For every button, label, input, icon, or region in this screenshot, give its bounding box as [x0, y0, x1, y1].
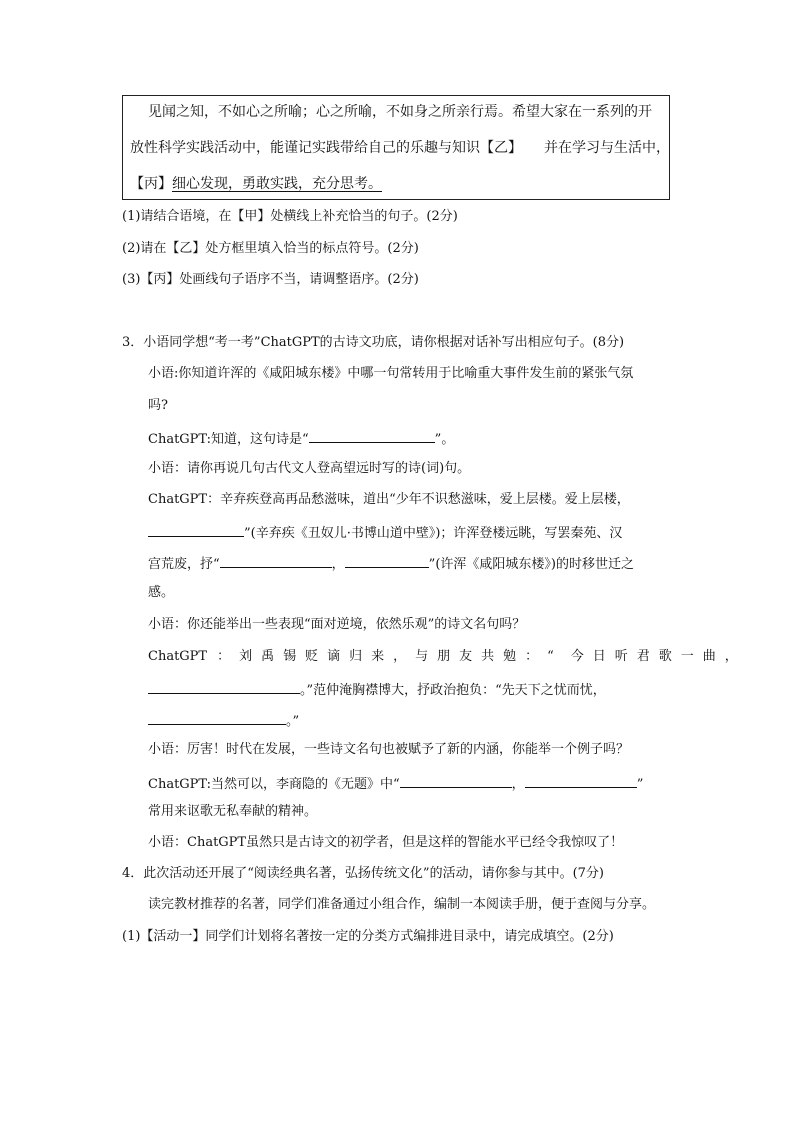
q3-dialog-6a-text: ：刘禹锡贬谪归来，与朋友共勉：“ [217, 649, 563, 664]
q3-dialog-6c [148, 710, 299, 731]
q3-dialog-6a [148, 648, 747, 666]
comma: ， [511, 777, 525, 792]
speaker-chatgpt: ChatGPT [148, 649, 208, 664]
q4-title: 4．此次活动还开展了“阅读经典名著，弘扬传统文化”的活动，请你参与其中。(7分) [122, 866, 604, 881]
q3-dialog-8b: 常用来讴歌无私奉献的精神。 [148, 804, 318, 819]
q3-dialog-8a-text: ChatGPT:当然可以，李商隐的《无题》中“ [148, 777, 400, 792]
answer-blank-2[interactable] [148, 522, 244, 537]
passage-line-1: 见闻之知，不如心之所喻；心之所喻，不如身之所亲行焉。希望大家在一系列的开 [148, 104, 652, 120]
q2-sub-1: (1)请结合语境，在【甲】处横线上补充恰当的句子。(2分) [122, 209, 458, 224]
passage-line-2 [130, 139, 670, 157]
passage-line-2-a: 放性科学实践活动中，能谨记实践带给自己的乐趣与知识【乙】 [130, 140, 522, 156]
close-quote: ” [636, 777, 644, 792]
q3-dialog-2 [148, 428, 454, 449]
answer-blank-6[interactable] [148, 710, 286, 725]
q3-title: 3．小语同学想“考一考”ChatGPT的古诗文功底，请你根据对话补写出相应句子。(8分) [122, 335, 625, 350]
answer-blank-4[interactable] [345, 553, 429, 568]
answer-blank-7[interactable] [400, 773, 512, 788]
q3-dialog-4b-text: ”(辛弃疾《丑奴儿·书博山道中壁》)；许浑登楼远眺，写罢秦苑、汉 [244, 526, 623, 541]
q3-dialog-4d: 感。 [148, 585, 175, 600]
q3-dialog-4b [148, 522, 622, 543]
answer-blank-3[interactable] [220, 553, 332, 568]
q3-dialog-5: 小语：你还能举出一些表现“面对逆境，依然乐观”的诗文名句吗？ [148, 617, 526, 632]
q3-dialog-6a-quote: 今日听君歌一曲， [570, 649, 747, 664]
q3-dialog-4c [148, 553, 634, 574]
comma: ， [331, 557, 345, 572]
q3-dialog-4c-end: ”(许浑《咸阳城东楼》)的时移世迁之 [428, 557, 634, 572]
passage-line-3 [130, 175, 382, 193]
q3-dialog-7: 小语：厉害！时代在发展，一些诗文名句也被赋予了新的内涵，你能举一个例子吗？ [148, 742, 630, 757]
answer-blank-1[interactable] [309, 428, 435, 443]
q2-sub-2: (2)请在【乙】处方框里填入恰当的标点符号。(2分) [122, 241, 419, 256]
q3-dialog-6c-end: 。” [286, 714, 300, 729]
q3-dialog-3: 小语：请你再说几句古代文人登高望远时写的诗(词)句。 [148, 461, 471, 476]
q3-dialog-6b [148, 679, 606, 700]
q3-dialog-4a: ChatGPT：辛弃疾登高再品愁滋味，道出“少年不识愁滋味，爱上层楼。爱上层楼， [148, 492, 630, 507]
answer-blank-8[interactable] [525, 773, 637, 788]
answer-blank-5[interactable] [148, 679, 300, 694]
q3-dialog-1a: 小语:你知道许浑的《咸阳城东楼》中哪一句常转用于比喻重大事件发生前的紧张气氛 [148, 366, 634, 381]
q2-sub-3: (3)【丙】处画线句子语序不当，请调整语序。(2分) [122, 272, 419, 287]
q3-dialog-8a [148, 773, 643, 794]
q4-sub-1: (1)【活动一】同学们计划将名著按一定的分类方式编排进目录中，请完成填空。(2分) [122, 929, 614, 944]
underlined-sentence: 细心发现，勇敢实践，充分思考。 [172, 176, 382, 192]
bing-label: 【丙】 [130, 176, 172, 192]
q3-dialog-1b: 吗? [148, 398, 168, 413]
passage-line-2-b: 并在学习与生活中， [544, 140, 670, 156]
q3-dialog-2-end: ”。 [434, 432, 455, 447]
q3-dialog-6b-text: 。”范仲淹胸襟博大，抒政治抱负：“先天下之忧而忧， [300, 683, 606, 698]
q3-dialog-9: 小语：ChatGPT虽然只是古诗文的初学者，但是这样的智能水平已经令我惊叹了！ [148, 835, 624, 850]
q4-intro: 读完教材推荐的名著，同学们准备通过小组合作，编制一本阅读手册，便于查阅与分享。 [148, 897, 656, 912]
q3-dialog-4c-text: 宫荒废，抒“ [148, 557, 220, 572]
q3-dialog-2-text: ChatGPT:知道，这句诗是“ [148, 432, 309, 447]
